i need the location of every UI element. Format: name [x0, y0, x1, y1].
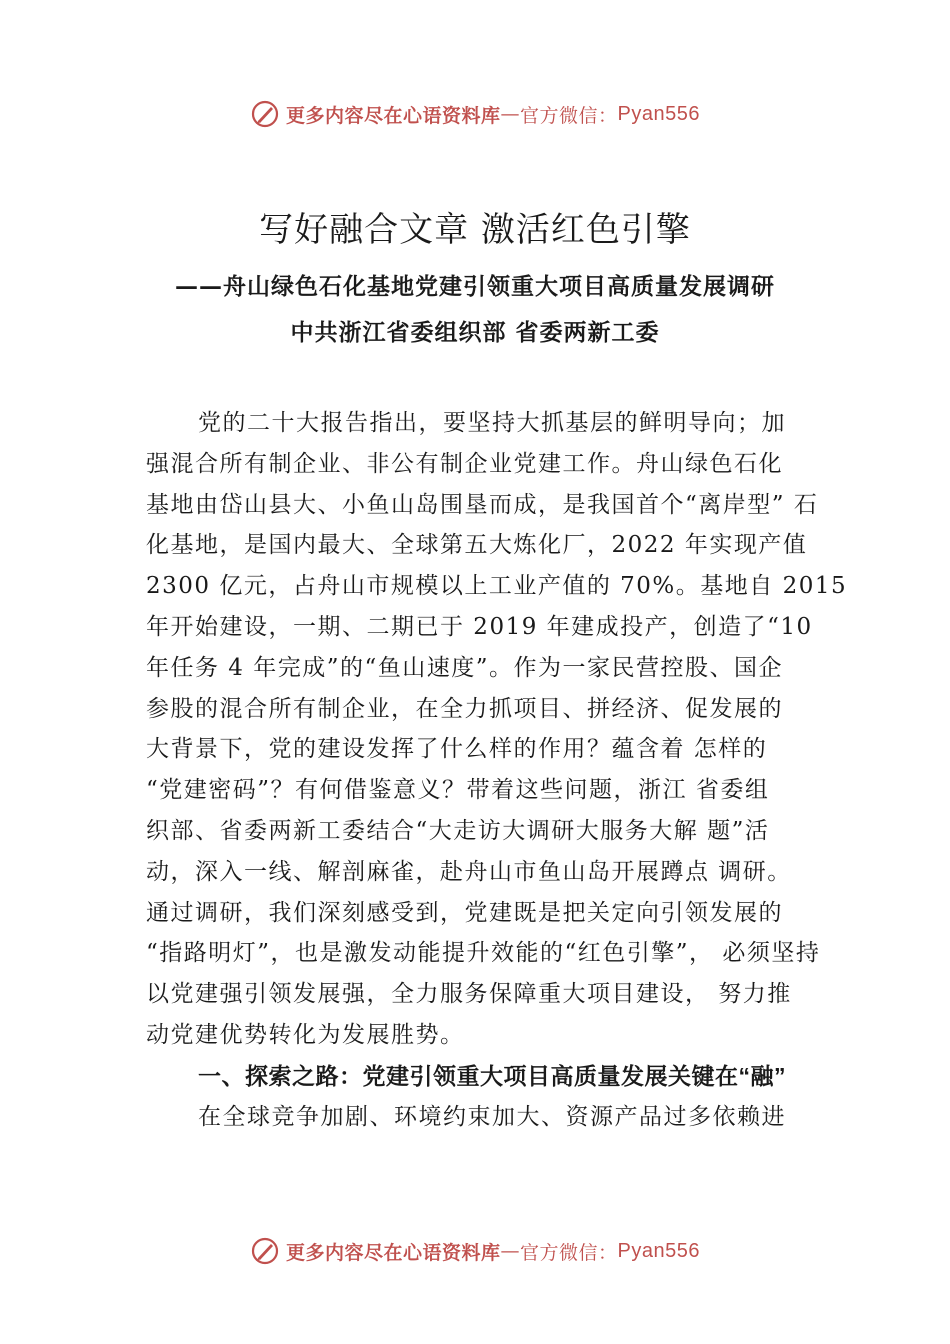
watermark-banner-bottom	[0, 1233, 950, 1269]
body-line: 基地由岱山县大、小鱼山岛围垦而成，是我国首个“离岸型” 石	[146, 491, 819, 518]
document-title: 写好融合文章 激活红色引擎	[259, 210, 691, 250]
pen-logo-icon	[250, 99, 280, 129]
section-heading: 一、探索之路：党建引领重大项目高质量发展关键在“融”	[198, 1062, 786, 1089]
body-line: 通过调研，我们深刻感受到，党建既是把关定向引领发展的	[146, 899, 783, 926]
document-subtitle: ——舟山绿色石化基地党建引领重大项目高质量发展调研	[175, 273, 775, 300]
body-line: 党的二十大报告指出，要坚持大抓基层的鲜明导向；加	[198, 410, 786, 436]
body-line: “党建密码”？有何借鉴意义？带着这些问题，浙江 省委组	[146, 777, 770, 804]
body-line: 以党建强引领发展强，全力服务保障重大项目建设， 努力推	[146, 981, 792, 1008]
body-line: 年开始建设，一期、二期已于 2019 年建成投产，创造了“10	[146, 613, 813, 640]
watermark-main-text: 更多内容尽在心语资料库	[286, 104, 501, 127]
pen-logo-icon	[250, 1236, 280, 1266]
watermark-dash: —	[500, 103, 521, 125]
body-line: 2300 亿元，占舟山市规模以上工业产值的 70%。基地自 2015	[146, 573, 848, 600]
body-line: 年任务 4 年完成”的“鱼山速度”。作为一家民营控股、国企	[146, 654, 784, 681]
body-line: 大背景下，党的建设发挥了什么样的作用？蕴含着 怎样的	[146, 736, 768, 763]
watermark-wechat-id: Pyan556	[617, 1239, 700, 1262]
body-line: 化基地，是国内最大、全球第五大炼化厂，2022 年实现产值	[146, 532, 808, 559]
body-text	[146, 403, 848, 1137]
document-authors: 中共浙江省委组织部 省委两新工委	[290, 319, 660, 346]
body-line: 参股的混合所有制企业，在全力抓项目、拼经济、促发展的	[146, 695, 783, 722]
body-line: 强混合所有制企业、非公有制企业党建工作。舟山绿色石化	[146, 450, 783, 477]
watermark-sub-text: 官方微信：	[520, 1241, 618, 1264]
body-line: 动党建优势转化为发展胜势。	[146, 1021, 465, 1048]
body-line: “指路明灯”，也是激发动能提升效能的“红色引擎”， 必须坚持	[146, 940, 821, 967]
watermark-wechat-id: Pyan556	[617, 102, 700, 125]
body-line: 织部、省委两新工委结合“大走访大调研大服务大解 题”活	[146, 817, 770, 844]
watermark-main-text: 更多内容尽在心语资料库	[286, 1241, 501, 1264]
body-line: 动，深入一线、解剖麻雀，赴舟山市鱼山岛开展蹲点 调研。	[146, 858, 792, 885]
watermark-dash: —	[500, 1240, 521, 1262]
watermark-sub-text: 官方微信：	[520, 104, 618, 127]
body-line: 在全球竞争加剧、环境约束加大、资源产品过多依赖进	[198, 1103, 786, 1130]
watermark-banner-top	[0, 96, 950, 132]
